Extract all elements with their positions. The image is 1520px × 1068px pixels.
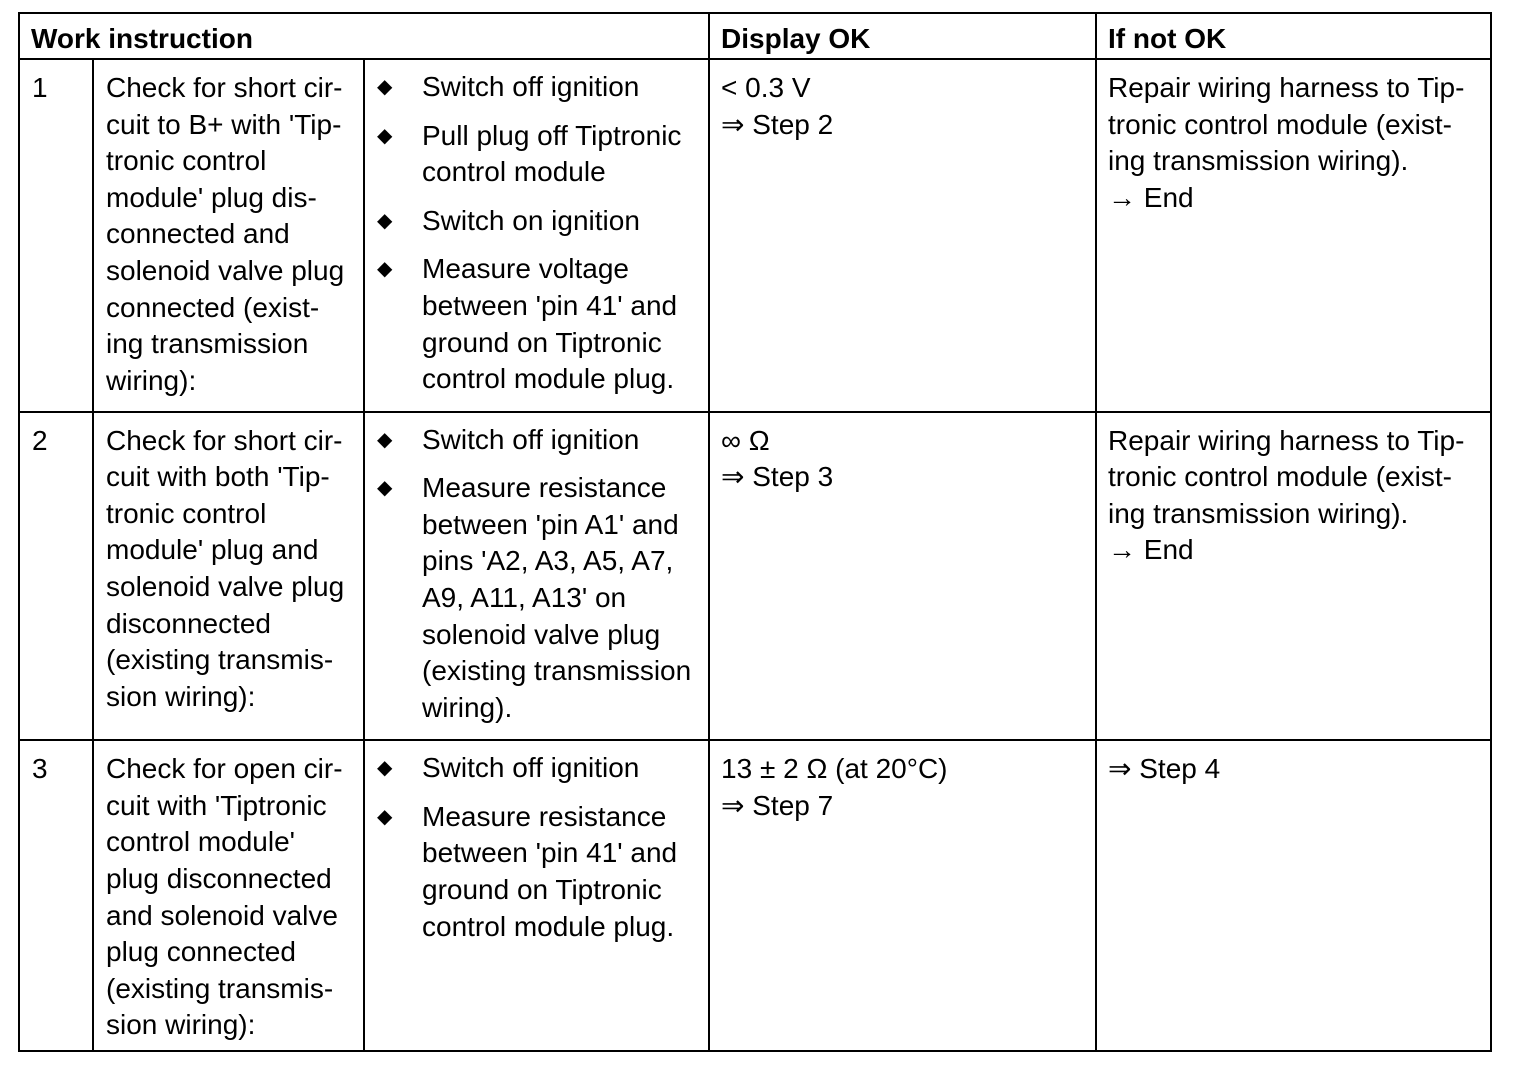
step-text: Switch off ignition (422, 752, 640, 784)
step-text: Switch off ignition (422, 71, 640, 102)
step-text: Switch off ignition (422, 423, 640, 455)
procedure-steps (364, 412, 709, 741)
check-description: Check for short cir- cuit with both 'Tip- tronic control module' plug and solenoid valve plug disconnected (existing transmis- sion wiring): (93, 412, 364, 741)
list-item (377, 203, 704, 240)
check-description: Check for open cir- cuit with 'Tiptronic control module' plug disconnected and solenoid valve plug connected (existing transmis- sion wiring): (93, 740, 364, 1051)
diamond-bullet-icon: ◆ (377, 428, 393, 451)
table-row (19, 59, 1491, 412)
check-description: Check for short cir- cuit to B+ with 'Tip- tronic control module' plug dis- connected and solenoid valve plug connected (exist- ing transmission wiring): (93, 59, 364, 412)
if-not-ok-action: ⇒ Step 4 (1096, 740, 1491, 1051)
step-text: Measure resistance between 'pin A1' and pins 'A2, A3, A5, A7, A9, A11, A13' on solenoid valve plug (existing transmission wiring). (422, 472, 692, 723)
step-text: Pull plug off Tiptronic control module (422, 119, 682, 188)
work-instruction-table (18, 12, 1492, 1052)
diamond-bullet-icon: ◆ (377, 477, 393, 500)
step-number: 2 (19, 412, 93, 741)
header-work-instruction: Work instruction (19, 13, 709, 59)
list-item (377, 251, 704, 397)
step-number: 3 (19, 740, 93, 1051)
diamond-bullet-icon: ◆ (377, 76, 393, 98)
table-header-row (19, 13, 1491, 59)
table-row (19, 412, 1491, 741)
list-item (377, 422, 704, 459)
if-not-ok-action: Repair wiring harness to Tip- tronic control module (exist- ing transmission wiring). → End (1096, 412, 1491, 741)
diamond-bullet-icon: ◆ (377, 258, 393, 281)
step-number: 1 (19, 59, 93, 412)
procedure-steps (364, 59, 709, 412)
list-item (377, 69, 704, 106)
procedure-steps (364, 740, 709, 1051)
list-item (377, 750, 704, 787)
if-not-ok-action: Repair wiring harness to Tip- tronic control module (exist- ing transmission wiring). → End (1096, 59, 1491, 412)
table-row (19, 740, 1491, 1051)
diamond-bullet-icon: ◆ (377, 124, 393, 147)
display-ok-value: 13 ± 2 Ω (at 20°C) ⇒ Step 7 (709, 740, 1096, 1051)
list-item (377, 799, 704, 945)
list-item (377, 470, 704, 726)
list-item (377, 118, 704, 191)
step-text: Switch on ignition (422, 204, 640, 236)
diamond-bullet-icon: ◆ (377, 757, 393, 780)
step-text: Measure resistance between 'pin 41' and ground on Tiptronic control module plug. (422, 800, 678, 942)
diamond-bullet-icon: ◆ (377, 209, 393, 232)
display-ok-value: < 0.3 V ⇒ Step 2 (709, 59, 1096, 412)
header-if-not-ok: If not OK (1096, 13, 1491, 59)
display-ok-value: ∞ Ω ⇒ Step 3 (709, 412, 1096, 741)
step-text: Measure voltage between 'pin 41' and ground on Tiptronic control module plug. (422, 253, 678, 395)
header-display-ok: Display OK (709, 13, 1096, 59)
diamond-bullet-icon: ◆ (377, 805, 393, 828)
